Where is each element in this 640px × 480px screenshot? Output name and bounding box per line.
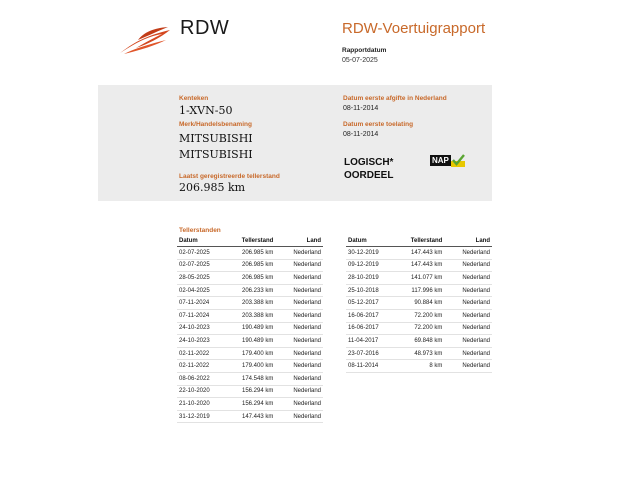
- cell-odometer: 147.443 km: [228, 410, 275, 423]
- cell-date: 22-10-2020: [177, 385, 228, 398]
- table-row: [346, 247, 492, 260]
- table-row: [177, 360, 323, 373]
- cell-date: 02-04-2025: [177, 284, 228, 297]
- cell-country: Nederland: [444, 259, 492, 272]
- cell-date: 16-06-2017: [346, 309, 397, 322]
- cell-date: 02-07-2025: [177, 259, 228, 272]
- table-row: [177, 372, 323, 385]
- model-value: MITSUBISHI: [179, 148, 253, 161]
- cell-date: 11-04-2017: [346, 335, 397, 348]
- table-row: [346, 335, 492, 348]
- report-title: RDW-Voertuigrapport: [342, 20, 486, 37]
- first-admission-value: 08-11-2014: [343, 131, 379, 138]
- cell-odometer: 90.884 km: [397, 297, 444, 310]
- plate-value: 1-XVN-50: [179, 104, 233, 117]
- odometer-value: 206.985 km: [179, 181, 246, 194]
- odometer-table-left: [177, 236, 323, 423]
- table-row: [177, 398, 323, 411]
- cell-date: 07-11-2024: [177, 309, 228, 322]
- table-row: [346, 259, 492, 272]
- brand-name: RDW: [180, 17, 230, 39]
- cell-date: 24-10-2023: [177, 322, 228, 335]
- table-row: [346, 309, 492, 322]
- col-odometer-header: Tellerstand: [397, 236, 444, 247]
- rdw-logo-icon: [118, 26, 172, 56]
- table-row: [346, 360, 492, 373]
- cell-date: 08-11-2014: [346, 360, 397, 373]
- table-row: [177, 309, 323, 322]
- col-date-header: Datum: [177, 236, 228, 247]
- nap-badge-text: NAP: [432, 156, 449, 165]
- cell-date: 09-12-2019: [346, 259, 397, 272]
- table-row: [346, 297, 492, 310]
- cell-odometer: 206.985 km: [228, 259, 275, 272]
- cell-odometer: 48.973 km: [397, 347, 444, 360]
- cell-country: Nederland: [275, 347, 323, 360]
- cell-odometer: 156.294 km: [228, 398, 275, 411]
- table-header-row: [346, 236, 492, 247]
- cell-date: 25-10-2018: [346, 284, 397, 297]
- cell-odometer: 147.443 km: [397, 247, 444, 260]
- report-date: 05-07-2025: [342, 57, 378, 64]
- cell-date: 16-06-2017: [346, 322, 397, 335]
- table-row: [177, 272, 323, 285]
- cell-country: Nederland: [275, 372, 323, 385]
- cell-odometer: 203.388 km: [228, 297, 275, 310]
- cell-date: 21-10-2020: [177, 398, 228, 411]
- table-row: [177, 247, 323, 260]
- cell-odometer: 72.200 km: [397, 322, 444, 335]
- cell-odometer: 203.388 km: [228, 309, 275, 322]
- cell-date: 31-12-2019: [177, 410, 228, 423]
- cell-odometer: 206.233 km: [228, 284, 275, 297]
- cell-country: Nederland: [275, 398, 323, 411]
- cell-country: Nederland: [444, 309, 492, 322]
- cell-date: 07-11-2024: [177, 297, 228, 310]
- nap-check-icon: [451, 154, 465, 167]
- cell-country: Nederland: [444, 284, 492, 297]
- verdict: [344, 156, 393, 182]
- table-row: [177, 385, 323, 398]
- table-row: [346, 272, 492, 285]
- cell-country: Nederland: [275, 272, 323, 285]
- odometer-section-title: Tellerstanden: [179, 227, 221, 234]
- table-row: [177, 322, 323, 335]
- cell-country: Nederland: [275, 410, 323, 423]
- cell-country: Nederland: [275, 247, 323, 260]
- cell-country: Nederland: [444, 322, 492, 335]
- verdict-line-1: LOGISCH*: [344, 157, 394, 168]
- cell-date: 02-11-2022: [177, 360, 228, 373]
- cell-date: 02-11-2022: [177, 347, 228, 360]
- cell-country: Nederland: [444, 272, 492, 285]
- cell-odometer: 117.996 km: [397, 284, 444, 297]
- cell-country: Nederland: [444, 297, 492, 310]
- table-row: [177, 284, 323, 297]
- table-row: [177, 297, 323, 310]
- cell-country: Nederland: [275, 259, 323, 272]
- table-row: [177, 347, 323, 360]
- table-row: [346, 284, 492, 297]
- cell-date: 30-12-2019: [346, 247, 397, 260]
- cell-country: Nederland: [275, 284, 323, 297]
- col-country-header: Land: [444, 236, 492, 247]
- table-row: [177, 410, 323, 423]
- col-date-header: Datum: [346, 236, 397, 247]
- cell-country: Nederland: [275, 335, 323, 348]
- cell-date: 24-10-2023: [177, 335, 228, 348]
- table-header-row: [177, 236, 323, 247]
- plate-label: Kenteken: [179, 95, 209, 102]
- odometer-table-right: [346, 236, 492, 373]
- cell-country: Nederland: [444, 360, 492, 373]
- cell-country: Nederland: [275, 385, 323, 398]
- report-date-label: Rapportdatum: [342, 47, 387, 54]
- cell-country: Nederland: [275, 297, 323, 310]
- cell-odometer: 179.400 km: [228, 360, 275, 373]
- cell-date: 28-05-2025: [177, 272, 228, 285]
- cell-country: Nederland: [275, 309, 323, 322]
- make-value: MITSUBISHI: [179, 132, 253, 145]
- cell-odometer: 8 km: [397, 360, 444, 373]
- cell-country: Nederland: [444, 335, 492, 348]
- first-issue-value: 08-11-2014: [343, 105, 379, 112]
- cell-date: 23-07-2016: [346, 347, 397, 360]
- table-row: [177, 335, 323, 348]
- verdict-line-2: OORDEEL: [344, 170, 394, 181]
- table-row: [177, 259, 323, 272]
- cell-odometer: 174.548 km: [228, 372, 275, 385]
- col-country-header: Land: [275, 236, 323, 247]
- cell-country: Nederland: [444, 247, 492, 260]
- nap-badge: [430, 154, 465, 167]
- cell-odometer: 156.294 km: [228, 385, 275, 398]
- odometer-label: Laatst geregistreerde tellerstand: [179, 173, 280, 180]
- table-row: [346, 347, 492, 360]
- cell-date: 02-07-2025: [177, 247, 228, 260]
- cell-odometer: 147.443 km: [397, 259, 444, 272]
- cell-odometer: 190.489 km: [228, 335, 275, 348]
- cell-odometer: 179.400 km: [228, 347, 275, 360]
- first-issue-label: Datum eerste afgifte in Nederland: [343, 95, 447, 102]
- cell-date: 08-06-2022: [177, 372, 228, 385]
- cell-odometer: 206.985 km: [228, 247, 275, 260]
- cell-country: Nederland: [444, 347, 492, 360]
- col-odometer-header: Tellerstand: [228, 236, 275, 247]
- cell-odometer: 141.077 km: [397, 272, 444, 285]
- cell-odometer: 72.200 km: [397, 309, 444, 322]
- cell-odometer: 206.985 km: [228, 272, 275, 285]
- first-admission-label: Datum eerste toelating: [343, 121, 414, 128]
- table-row: [346, 322, 492, 335]
- cell-date: 28-10-2019: [346, 272, 397, 285]
- cell-country: Nederland: [275, 360, 323, 373]
- cell-date: 05-12-2017: [346, 297, 397, 310]
- make-label: Merk/Handelsbenaming: [179, 121, 252, 128]
- cell-odometer: 69.848 km: [397, 335, 444, 348]
- cell-odometer: 190.489 km: [228, 322, 275, 335]
- vehicle-summary-panel: [98, 85, 492, 201]
- cell-country: Nederland: [275, 322, 323, 335]
